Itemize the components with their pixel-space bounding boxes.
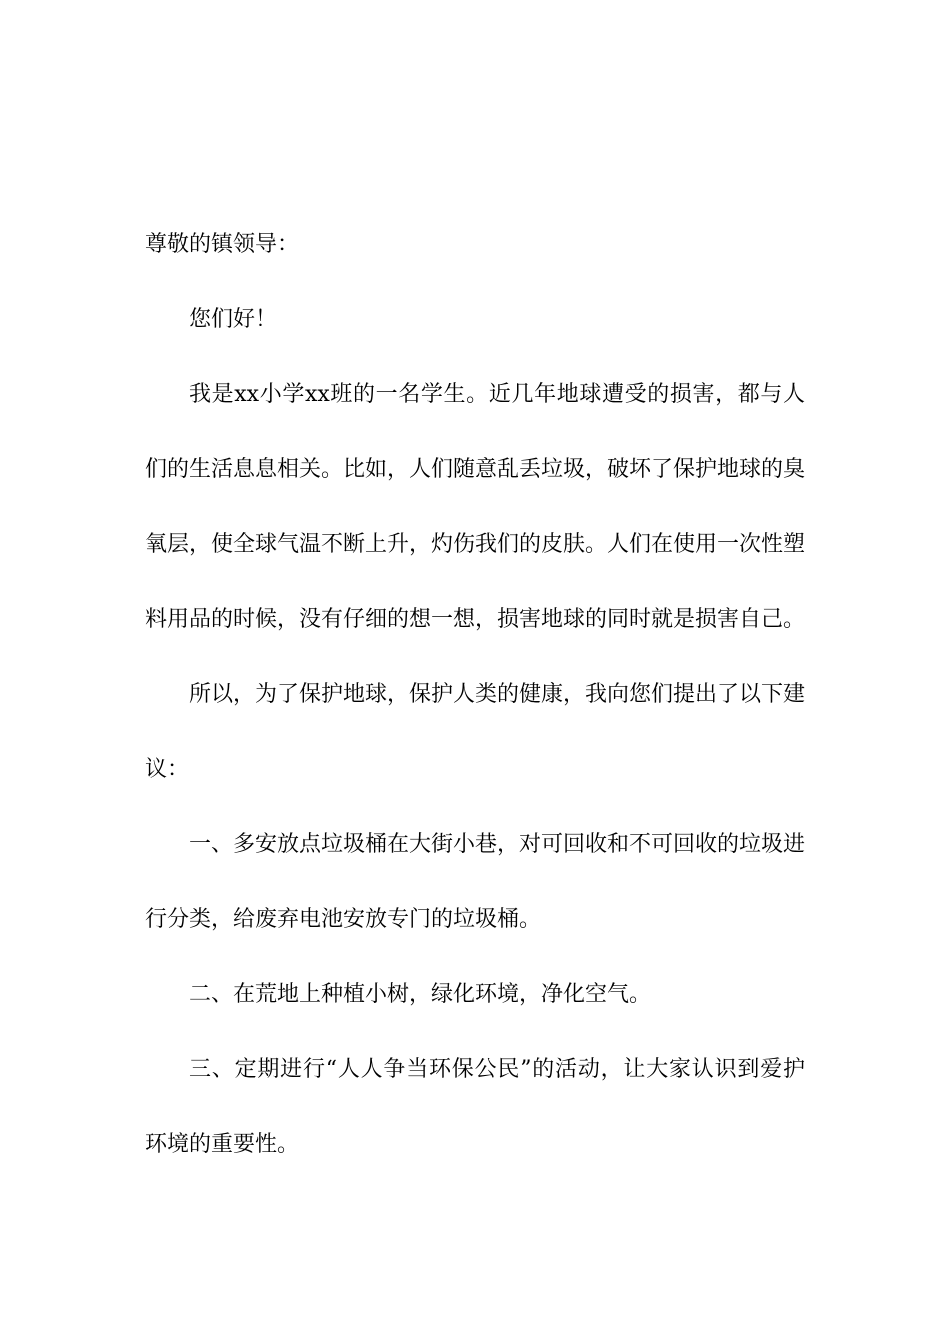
- letter-salutation: 尊敬的镇领导：: [145, 232, 300, 257]
- paragraph-proposal-intro: 所以，为了保护地球，保护人类的健康，我向您们提出了以下建议：: [145, 682, 806, 782]
- letter-body: [145, 207, 805, 1182]
- paragraph-suggestion-1: 一、多安放点垃圾桶在大街小巷，对可回收和不可回收的垃圾进行分类，给废弃电池安放专门的垃圾桶。: [145, 832, 806, 932]
- paragraph-suggestion-3: 三、定期进行“人人争当环保公民”的活动，让大家认识到爱护环境的重要性。: [145, 1057, 805, 1157]
- paragraph-suggestion-2: 二、在荒地上种植小树，绿化环境，净化空气。: [189, 982, 652, 1007]
- letter-greeting: 您们好！: [189, 307, 278, 332]
- paragraph-introduction: 我是xx小学xx班的一名学生。近几年地球遭受的损害，都与人们的生活息息相关。比如，人们随意乱丢垃圾，破坏了保护地球的臭氧层，使全球气温不断上升，灼伤我们的皮肤。人们在使用一次性塑料用品的时候，没有仔细的想一想，损害地球的同时就是损害自己。: [145, 382, 806, 632]
